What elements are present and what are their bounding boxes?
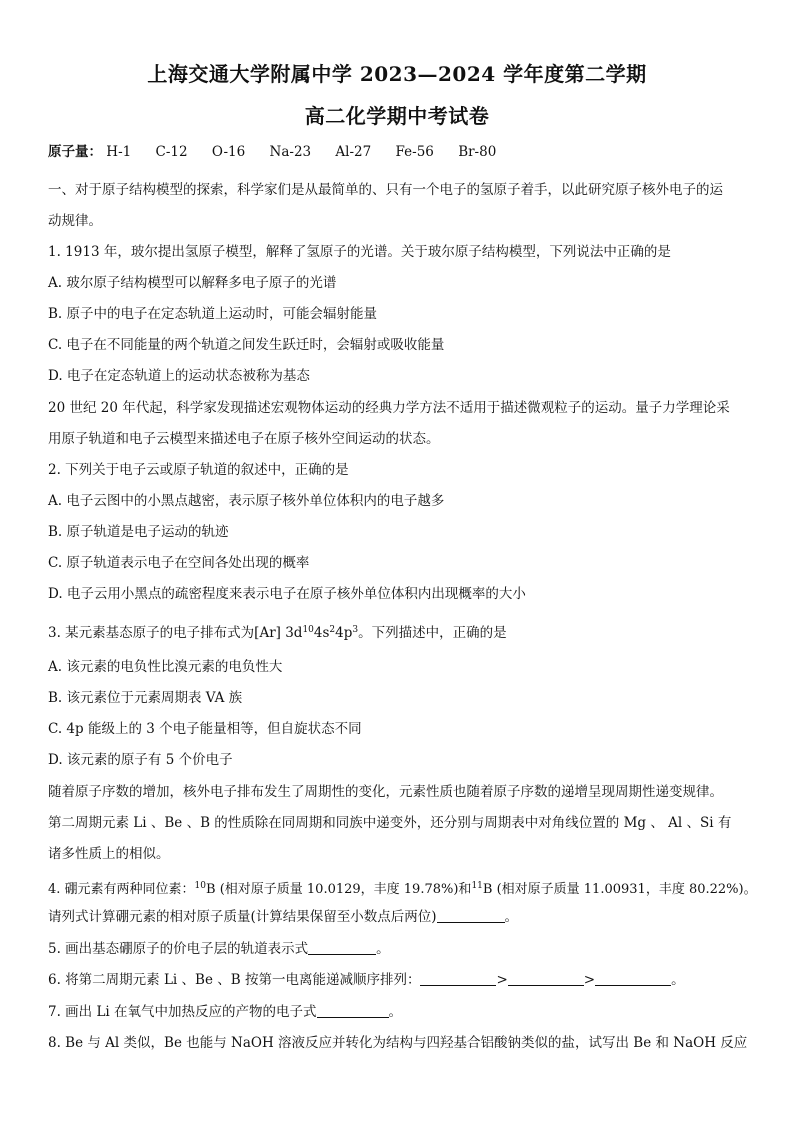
q5 — [48, 940, 753, 958]
q6-answer-blank-1[interactable] — [420, 972, 496, 986]
q4-answer-blank[interactable] — [437, 909, 505, 923]
q1-stem: 1. 1913 年，玻尔提出氢原子模型，解释了氢原子的光谱。关于玻尔原子结构模型，下列说法中正确的是 — [48, 244, 671, 260]
q3-option-a: A. 该元素的电负性比溴元素的电负性大 — [48, 659, 283, 675]
q4-stem — [48, 877, 757, 899]
q7-end: 。 — [388, 1004, 403, 1020]
q4-isotope1-symbol: B — [206, 882, 216, 897]
q2-option-a: A. 电子云图中的小黑点越密，表示原子核外单位体积内的电子越多 — [48, 493, 445, 509]
intro2-line2: 用原子轨道和电子云模型来描述电子在原子核外空间运动的状态。 — [48, 431, 440, 447]
q6 — [48, 971, 753, 989]
q4-line2 — [48, 908, 753, 926]
q6-gt-2: > — [583, 972, 596, 988]
q2-option-b: B. 原子轨道是电子运动的轨迹 — [48, 524, 229, 540]
intro2-line1: 20 世纪 20 年代起，科学家发现描述宏观物体运动的经典力学方法不适用于描述微观粒子的运动。量子力学理论采 — [48, 400, 730, 416]
atomic-mass-c: C-12 — [155, 144, 188, 160]
q4-isotope1-mass: 10 — [194, 881, 206, 891]
q4-part3: (相对原子质量 11.00931，丰度 80.22%)。 — [492, 882, 757, 897]
q4-line2-text: 请列式计算硼元素的相对原子质量(计算结果保留至小数点后两位) — [48, 909, 437, 925]
q3-option-c: C. 4p 能级上的 3 个电子能量相等，但自旋状态不同 — [48, 721, 362, 737]
atomic-mass-h: H-1 — [106, 144, 132, 160]
q4-part1: 4. 硼元素有两种同位素： — [48, 882, 195, 897]
q3-config-4s-sup: 2 — [329, 625, 336, 635]
q2-option-d: D. 电子云用小黑点的疏密程度来表示电子在原子核外单位体积内出现概率的大小 — [48, 586, 526, 602]
q3-config-3d-sup: 10 — [302, 625, 314, 635]
q4-line2-end: 。 — [504, 909, 519, 925]
q5-end: 。 — [376, 941, 390, 957]
q3-config-3d: 3d — [285, 625, 303, 641]
q3-config-4s: 4s — [313, 625, 330, 641]
q7-text: 7. 画出 Li 在氧气中加热反应的产物的电子式 — [48, 1004, 317, 1020]
q3-option-b: B. 该元素位于元素周期表 VA 族 — [48, 690, 243, 706]
q4-isotope2-mass: 11 — [471, 881, 483, 891]
atomic-mass-br: Br-80 — [458, 144, 497, 160]
q3-config-core: [Ar] — [254, 625, 286, 641]
atomic-mass-al: Al-27 — [335, 144, 372, 160]
q8-stem: 8. Be 与 Al 类似，Be 也能与 NaOH 溶液反应并转化为结构与四羟基合铝酸钠类似的盐，试写出 Be 和 NaOH 反应 — [48, 1035, 748, 1051]
q5-answer-blank[interactable] — [308, 941, 376, 955]
q6-end: 。 — [671, 972, 685, 988]
q3-option-d: D. 该元素的原子有 5 个价电子 — [48, 752, 233, 768]
q1-option-b: B. 原子中的电子在定态轨道上运动时，可能会辐射能量 — [48, 306, 378, 322]
q5-text: 5. 画出基态硼原子的价电子层的轨道表示式 — [48, 941, 309, 957]
atomic-mass-na: Na-23 — [269, 144, 312, 160]
intro1-line2: 动规律。 — [48, 213, 102, 229]
q4-part2: (相对原子质量 10.0129，丰度 19.78%)和 — [215, 882, 472, 897]
q6-text: 6. 将第二周期元素 Li 、Be 、B 按第一电离能递减顺序排列： — [48, 972, 421, 988]
q6-gt-1: > — [496, 972, 508, 988]
q3-config-4p: 4p — [335, 625, 353, 641]
q4-isotope2-symbol: B — [482, 882, 493, 897]
q2-stem: 2. 下列关于电子云或原子轨道的叙述中，正确的是 — [48, 462, 349, 478]
atomic-masses — [48, 143, 753, 161]
q7 — [48, 1003, 753, 1021]
q3-stem-prefix: 3. 某元素基态原子的电子排布式为 — [48, 625, 255, 641]
atomic-mass-o: O-16 — [211, 144, 246, 160]
q7-answer-blank[interactable] — [317, 1004, 389, 1018]
atomic-mass-fe: Fe-56 — [395, 144, 434, 160]
intro1-line1: 一、对于原子结构模型的探索，科学家们是从最简单的、只有一个电子的氢原子着手，以此研究原子核外电子的运 — [48, 182, 723, 198]
q3-config-4p-sup: 3 — [352, 625, 359, 635]
intro3-line3: 诸多性质上的相似。 — [48, 846, 170, 862]
atomic-masses-label: 原子量： — [48, 144, 102, 160]
q3-stem-suffix: 。下列描述中，正确的是 — [358, 625, 507, 641]
q2-option-c: C. 原子轨道表示电子在空间各处出现的概率 — [48, 555, 310, 571]
q1-option-d: D. 电子在定态轨道上的运动状态被称为基态 — [48, 368, 310, 384]
exam-title-line1: 上海交通大学附属中学 2023—2024 学年度第二学期 — [147, 62, 647, 86]
intro3-line2: 第二周期元素 Li 、Be 、B 的性质除在同周期和同族中递变外，还分别与周期表中对角线位置的 Mg 、 Al 、Si 有 — [48, 815, 732, 831]
intro3-line1: 随着原子序数的增加，核外电子排布发生了周期性的变化，元素性质也随着原子序数的递增呈现周期性递变规律。 — [48, 784, 723, 800]
q1-option-c: C. 电子在不同能量的两个轨道之间发生跃迁时，会辐射或吸收能量 — [48, 337, 445, 353]
q1-option-a: A. 玻尔原子结构模型可以解释多电子原子的光谱 — [48, 275, 337, 291]
q6-answer-blank-3[interactable] — [595, 972, 671, 986]
q3-stem — [48, 621, 753, 642]
q6-answer-blank-2[interactable] — [508, 972, 584, 986]
exam-title-line2: 高二化学期中考试卷 — [304, 104, 490, 128]
